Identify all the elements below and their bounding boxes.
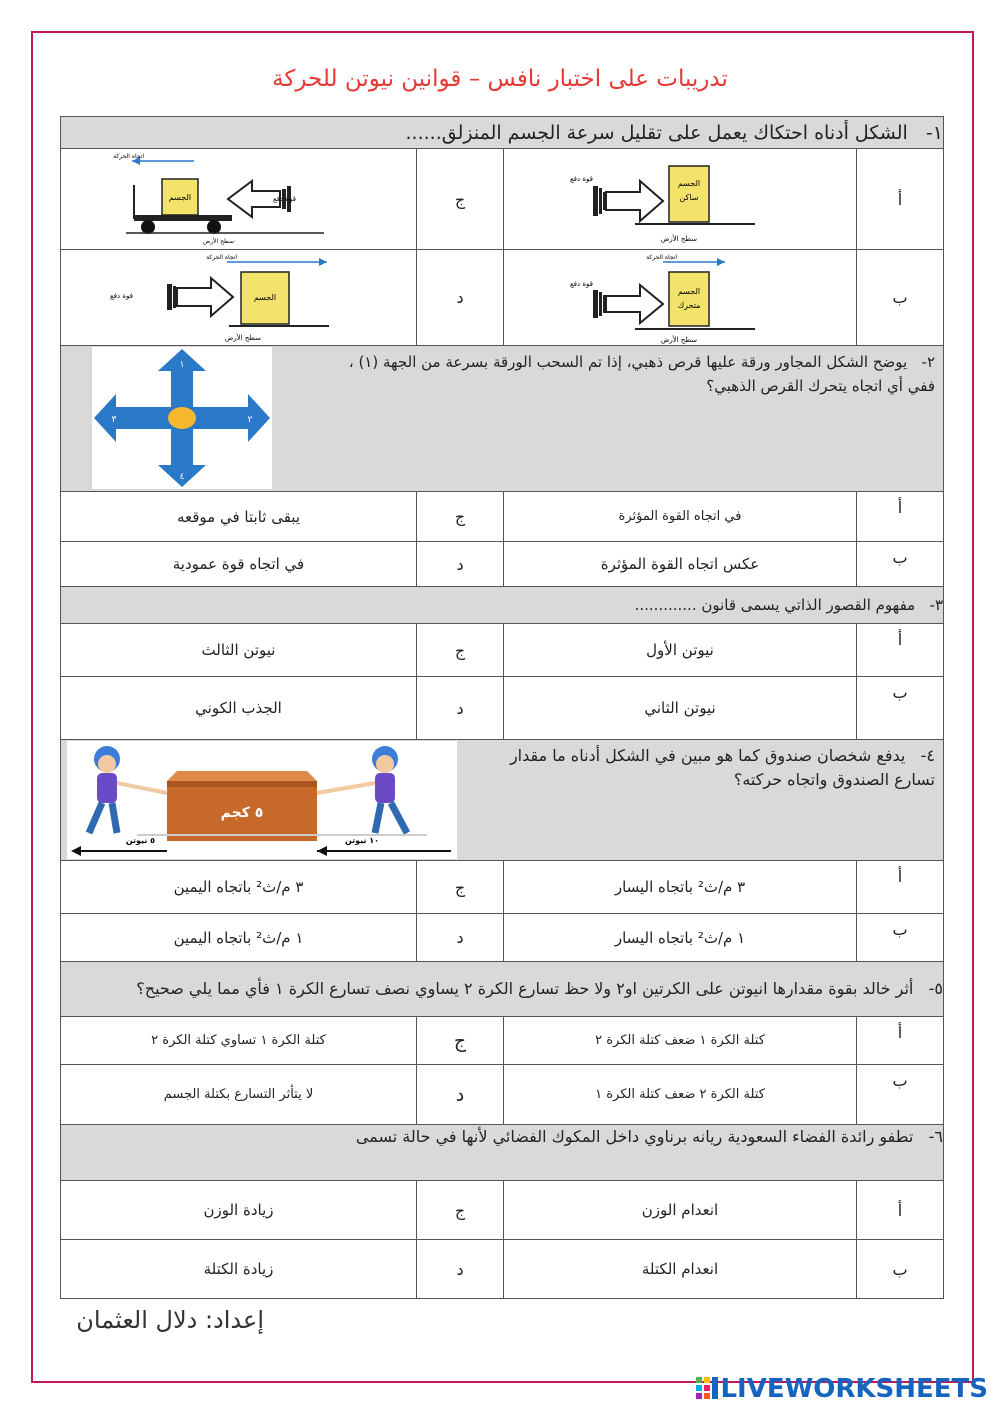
q2-direction-figure bbox=[92, 347, 272, 489]
question-5-row-b: ب كتلة الكرة ٢ ضعف كتلة الكرة ١ د لا يتأثر التسارع بكتلة الجسم bbox=[61, 1065, 944, 1125]
question-3-row-b: ب نيوتن الثاني د الجذب الكوني bbox=[61, 677, 944, 740]
q5-option-b[interactable]: كتلة الكرة ٢ ضعف كتلة الكرة ١ bbox=[504, 1065, 857, 1125]
question-5-row-a: أ كتلة الكرة ١ ضعف كتلة الكرة ٢ ج كتلة الكرة ١ تساوي كتلة الكرة ٢ bbox=[61, 1017, 944, 1065]
fig-ground-label: سطح الأرض bbox=[660, 235, 697, 243]
question-1-text: ١- الشكل أدناه احتكاك يعمل على تقليل سرعة الجسم المنزلق...... bbox=[61, 117, 944, 149]
svg-text:سطح الأرض: سطح الأرض bbox=[224, 333, 261, 342]
svg-text:قوة دفع: قوة دفع bbox=[109, 291, 133, 300]
q5-option-a[interactable]: كتلة الكرة ١ ضعف كتلة الكرة ٢ bbox=[504, 1017, 857, 1065]
svg-text:الجسم: الجسم bbox=[677, 286, 701, 296]
fig-motion-label: اتجاه الحركة bbox=[112, 153, 144, 160]
q3-option-c[interactable]: نيوتن الثالث bbox=[61, 624, 417, 677]
fig-moving-label: متحرك bbox=[677, 300, 701, 310]
q1-option-b[interactable] bbox=[504, 250, 857, 346]
q5-option-d[interactable]: لا يتأثر التسارع بكتلة الجسم bbox=[61, 1065, 417, 1125]
option-label-c: ج bbox=[417, 149, 504, 250]
q4-option-c[interactable]: ٣ م/ث² باتجاه اليمين bbox=[61, 861, 417, 914]
q1-option-a[interactable] bbox=[504, 149, 857, 250]
q2-option-d[interactable]: في اتجاه قوة عمودية bbox=[61, 542, 417, 587]
q6-option-b[interactable]: انعدام الكتلة bbox=[504, 1240, 857, 1299]
fig-push-label: قوة دفع bbox=[569, 175, 593, 183]
question-2-text: ٢- يوضح الشكل المجاور ورقة عليها قرص ذهبي، إذا تم السحب الورقة بسرعة من الجهة (١) ، ففي أي اتجاه يتحرك القرص الذهبي؟ bbox=[348, 353, 935, 395]
q6-option-a[interactable]: انعدام الوزن bbox=[504, 1181, 857, 1240]
left-force-label: ٥ نيوتن bbox=[125, 836, 155, 845]
question-4-row-b: ب ١ م/ث² باتجاه اليسار د ١ م/ث² باتجاه اليمين bbox=[61, 914, 944, 962]
q4-push-figure bbox=[67, 741, 457, 859]
q2-option-a[interactable]: في اتجاه القوة المؤثرة bbox=[504, 492, 857, 542]
q4-option-a[interactable]: ٣ م/ث² باتجاه اليسار bbox=[504, 861, 857, 914]
q3-option-a[interactable]: نيوتن الأول bbox=[504, 624, 857, 677]
q4-option-d[interactable]: ١ م/ث² باتجاه اليمين bbox=[61, 914, 417, 962]
svg-text:قوة دفع: قوة دفع bbox=[569, 279, 593, 288]
page-title: تدريبات على اختبار نافس – قوانين نيوتن للحركة bbox=[272, 66, 728, 92]
q5-option-c[interactable]: كتلة الكرة ١ تساوي كتلة الكرة ٢ bbox=[61, 1017, 417, 1065]
author-credit: إعداد: دلال العثمان bbox=[76, 1306, 264, 1334]
question-6-header bbox=[61, 1125, 944, 1181]
q3-option-d[interactable]: الجذب الكوني bbox=[61, 677, 417, 740]
q1-figure-b bbox=[569, 252, 775, 344]
option-label-d: د bbox=[417, 250, 504, 346]
question-5-header bbox=[61, 962, 944, 1017]
q1-figure-a bbox=[569, 153, 775, 245]
svg-text:سطح الأرض: سطح الأرض bbox=[202, 238, 234, 245]
q1-figure-c bbox=[112, 153, 354, 245]
liveworksheets-brand[interactable]: LIVEWORKSHEETS bbox=[696, 1374, 988, 1404]
question-6-text: ٦- تطفو رائدة الفضاء السعودية ريانه برناوي داخل المكوك الفضائي لأنها في حالة تسمى bbox=[61, 1125, 944, 1181]
q6-option-d[interactable]: زيادة الكتلة bbox=[61, 1240, 417, 1299]
option-label-a: أ bbox=[857, 149, 944, 250]
q1-option-d[interactable] bbox=[61, 250, 417, 346]
svg-text:قوة دفع: قوة دفع bbox=[272, 195, 296, 203]
svg-text:الجسم: الجسم bbox=[253, 292, 276, 302]
svg-text:الجسم: الجسم bbox=[168, 193, 191, 202]
question-4-header bbox=[61, 740, 944, 861]
question-1-row-a bbox=[61, 149, 944, 250]
right-force-label: ١٠ نيوتن bbox=[344, 836, 379, 845]
q4-option-b[interactable]: ١ م/ث² باتجاه اليسار bbox=[504, 914, 857, 962]
question-6-row-a: أ انعدام الوزن ج زيادة الوزن bbox=[61, 1181, 944, 1240]
direction-2-label: ٢ bbox=[247, 415, 253, 425]
option-label-b: ب bbox=[857, 250, 944, 346]
direction-4-label: ٤ bbox=[179, 472, 185, 482]
fig-still-label: ساكن bbox=[679, 193, 699, 202]
direction-3-label: ٣ bbox=[111, 415, 117, 425]
question-2-row-b: ب عكس اتجاه القوة المؤثرة د في اتجاه قوة عمودية bbox=[61, 542, 944, 587]
question-1-header bbox=[61, 117, 944, 149]
liveworksheets-logo-icon bbox=[696, 1377, 718, 1399]
svg-text:سطح الأرض: سطح الأرض bbox=[660, 335, 697, 344]
q2-option-c[interactable]: يبقى ثابتا في موقعه bbox=[61, 492, 417, 542]
q2-option-b[interactable]: عكس اتجاه القوة المؤثرة bbox=[504, 542, 857, 587]
box-mass-label: ٥ كجم bbox=[220, 805, 264, 821]
svg-text:اتجاه الحركة: اتجاه الحركة bbox=[646, 253, 677, 261]
question-3-row-a: أ نيوتن الأول ج نيوتن الثالث bbox=[61, 624, 944, 677]
question-table bbox=[60, 116, 944, 1299]
q3-option-b[interactable]: نيوتن الثاني bbox=[504, 677, 857, 740]
question-3-text: ٣- مفهوم القصور الذاتي يسمى قانون ............. bbox=[61, 587, 944, 624]
q1-figure-d bbox=[109, 252, 349, 344]
question-3-header bbox=[61, 587, 944, 624]
svg-text:اتجاه الحركة: اتجاه الحركة bbox=[205, 253, 237, 261]
question-2-row-a: أ في اتجاه القوة المؤثرة ج يبقى ثابتا في موقعه bbox=[61, 492, 944, 542]
q6-option-c[interactable]: زيادة الوزن bbox=[61, 1181, 417, 1240]
question-5-text: ٥- أثر خالد بقوة مقدارها انيوتن على الكرتين او٢ ولا حظ تسارع الكرة ٢ يساوي نصف تسارع الكرة ١ فأي مما يلي صحيح؟ bbox=[61, 962, 944, 1017]
question-2-header bbox=[61, 346, 944, 492]
question-6-row-b: ب انعدام الكتلة د زيادة الكتلة bbox=[61, 1240, 944, 1299]
question-1-row-b bbox=[61, 250, 944, 346]
fig-body-label: الجسم bbox=[677, 179, 701, 188]
question-4-text: ٤- يدفع شخصان صندوق كما هو مبين في الشكل أدناه ما مقدار تسارع الصندوق واتجاه حركته؟ bbox=[509, 746, 935, 789]
direction-1-label: ١ bbox=[179, 360, 185, 370]
question-4-row-a: أ ٣ م/ث² باتجاه اليسار ج ٣ م/ث² باتجاه اليمين bbox=[61, 861, 944, 914]
q1-option-c[interactable] bbox=[61, 149, 417, 250]
